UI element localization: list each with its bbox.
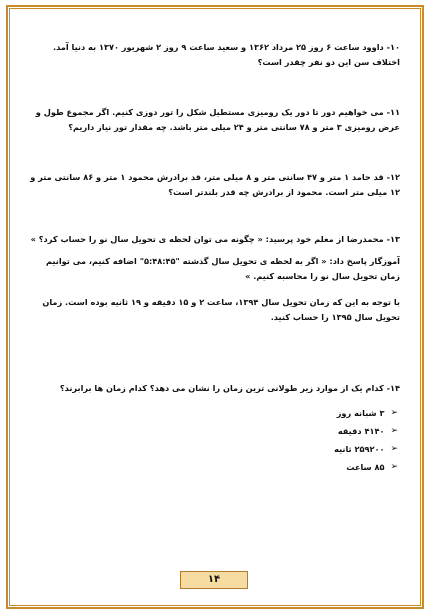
options-list [198,404,398,476]
list-item: ➢ ۸۵ ساعت [198,458,398,476]
question-13-intro: ۱۳- محمدرضا از معلم خود پرسید: « چگونه می توان لحظه ی تحویل سال نو را حساب کرد؟ » [30,234,400,244]
question-10: ۱۰- داوود ساعت ۶ روز ۲۵ مرداد ۱۳۶۲ و سعید ساعت ۹ روز ۲ شهریور ۱۳۷۰ به دنیا آمد. اختلاف سن این دو نفر چقدر است؟ [52,42,400,67]
list-item: ➢ ۳ شبانه روز [198,404,398,422]
question-11: ۱۱- می خواهیم دور تا دور یک رومیزی مستطیل شکل را تور دوزی کنیم. اگر مجموع طول و عرض رومیزی ۳ متر و ۷۸ سانتی متر و ۲۴ میلی متر باشد. چه مقدار تور نیاز داریم؟ [35,107,400,132]
arrow-bullet-icon: ➢ [390,462,398,472]
list-item: ➢ ۴۱۴۰ دقیقه [198,422,398,440]
page-number-badge: ۱۴ [180,571,248,589]
question-14: ۱۴- کدام یک از موارد زیر طولانی ترین زمان را نشان می دهد؟ کدام زمان ها برابرند؟ [59,383,400,393]
question-13-answer: آموزگار پاسخ داد: « اگر به لحظه ی تحویل سال گذشته "۵:۴۸:۴۵" اضافه کنیم، می توانیم زمان تحویل سال نو را محاسبه کنیم. » [46,256,400,281]
question-12: ۱۲- قد حامد ۱ متر و ۴۷ سانتی متر و ۸ میلی متر، قد برادرش محمود ۱ متر و ۸۶ سانتی متر و ۱۲ میلی متر است. محمود از برادرش چه قدر بلندتر است؟ [30,172,400,197]
arrow-bullet-icon: ➢ [390,408,398,418]
list-item: ➢ ۲۵۹۲۰۰ ثانیه [198,440,398,458]
arrow-bullet-icon: ➢ [390,444,398,454]
question-13-task: با توجه به این که زمان تحویل سال ۱۳۹۴، ساعت ۲ و ۱۵ دقیقه و ۱۹ ثانیه بوده است. زمان تحویل سال ۱۳۹۵ را حساب کنید. [42,297,400,322]
arrow-bullet-icon: ➢ [390,426,398,436]
